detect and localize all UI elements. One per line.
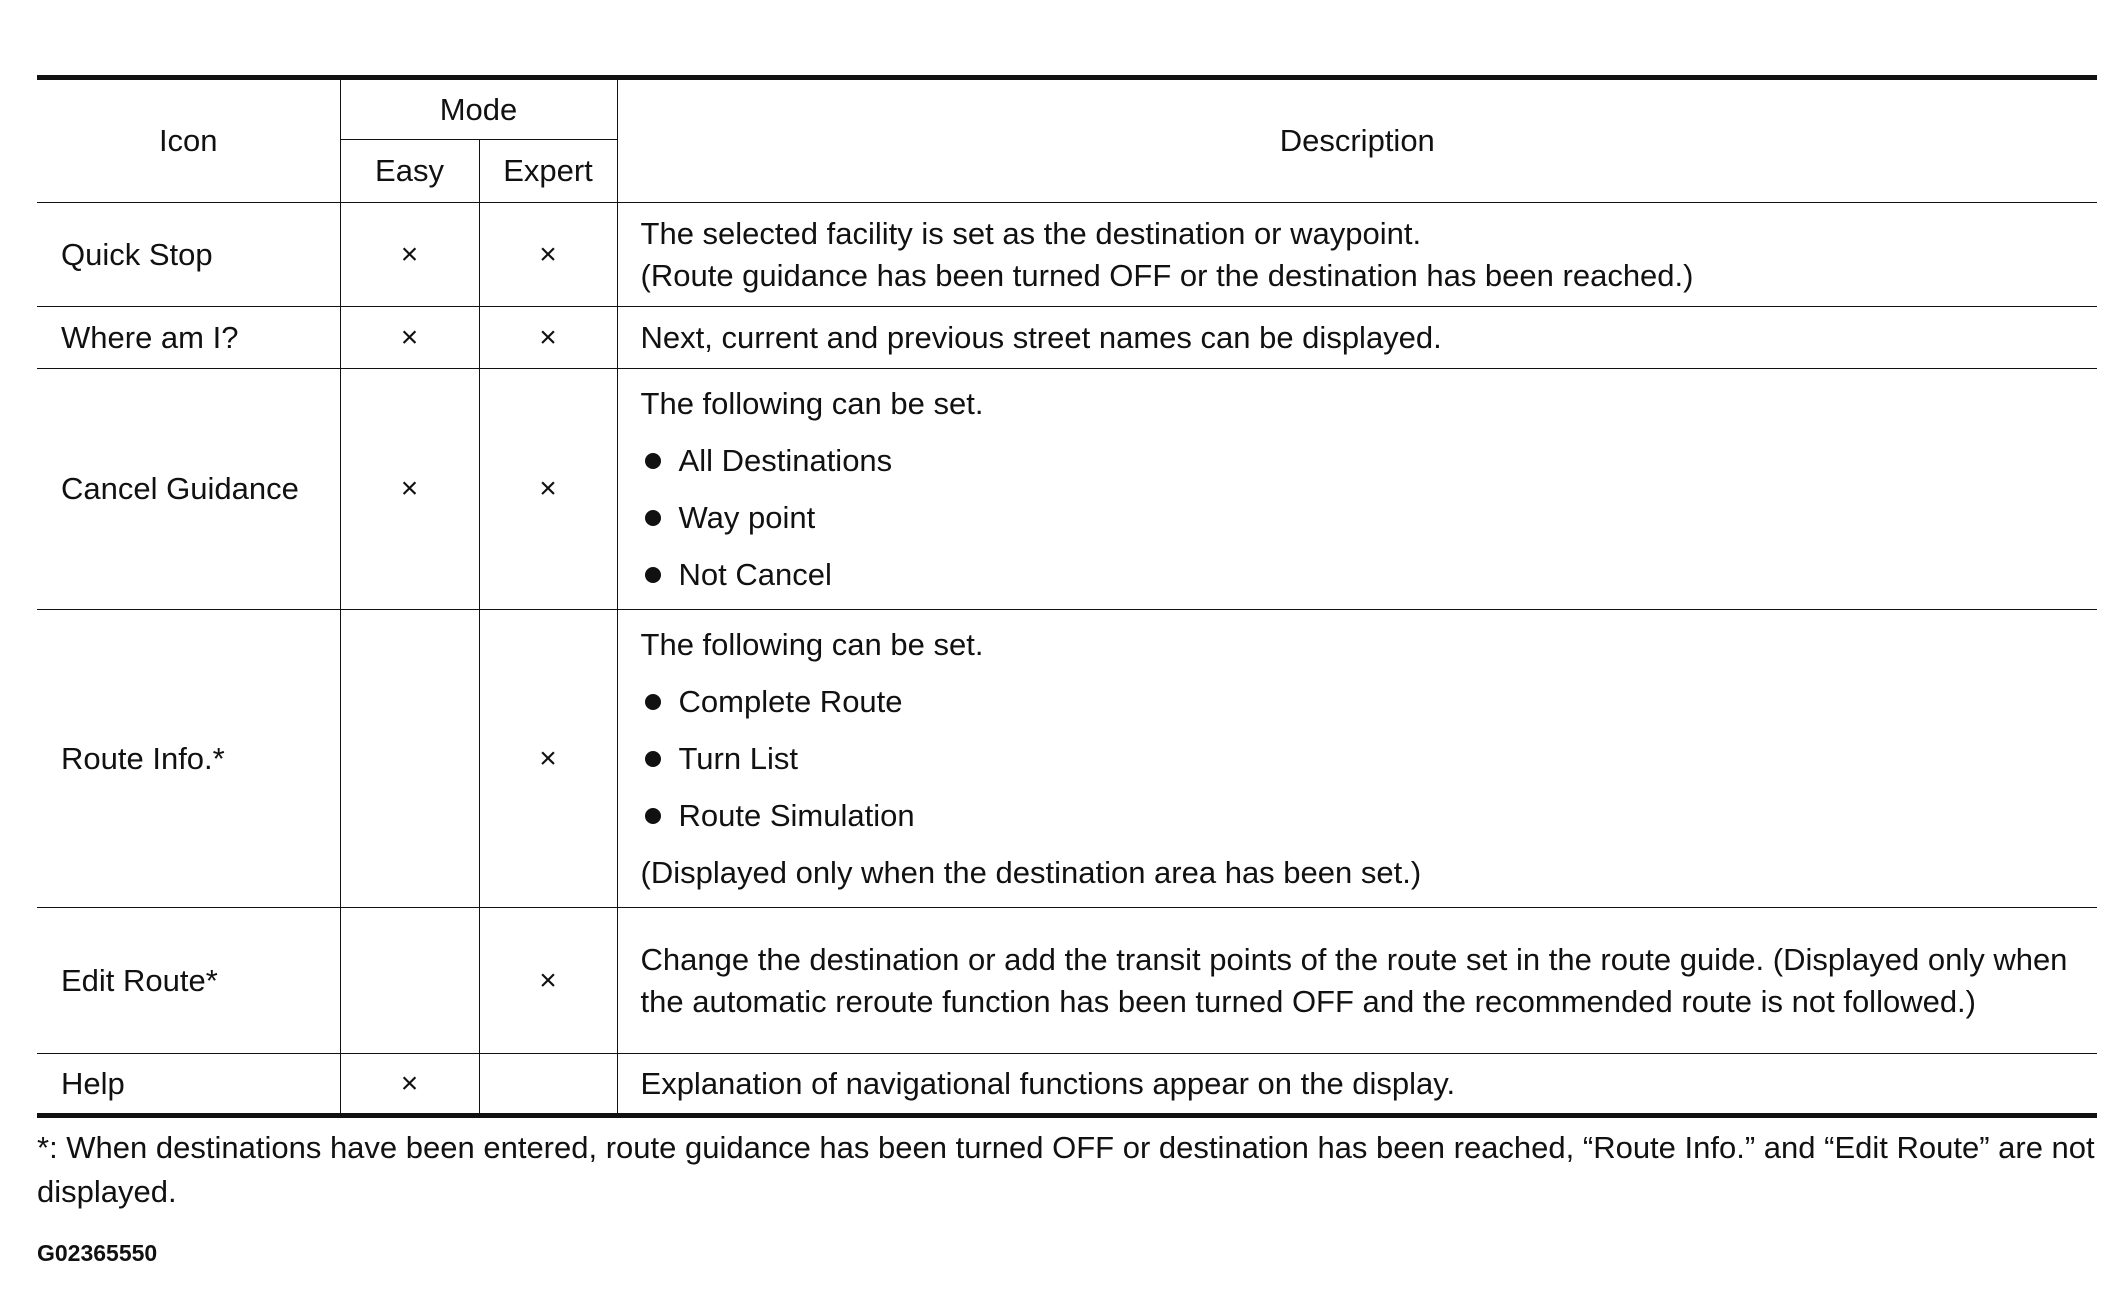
footnote: *: When destinations have been entered, route guidance has been turned OFF or destination has been reached, “Route Info.” and “Edit Route” are not displayed. — [37, 1130, 2095, 1209]
easy-mode-mark: × — [340, 203, 479, 307]
expert-mode-mark: × — [479, 307, 617, 369]
description-intro: The following can be set. — [640, 627, 984, 662]
icon-label: Help — [37, 1054, 340, 1116]
description-cell — [617, 1054, 2097, 1116]
bullet-icon — [645, 453, 661, 469]
bullet-text: Route Simulation — [678, 798, 915, 833]
bullet-item — [641, 673, 2074, 730]
table-row — [37, 610, 2097, 908]
document — [37, 75, 2097, 1267]
bullet-icon — [645, 808, 661, 824]
bullet-item — [641, 546, 2074, 603]
expert-mode-mark — [479, 1054, 617, 1116]
description-cell — [617, 369, 2097, 610]
bullet-text: All Destinations — [678, 443, 893, 478]
icon-label: Cancel Guidance — [37, 369, 340, 610]
bullet-text: Way point — [678, 500, 816, 535]
description-cell — [617, 307, 2097, 369]
expert-mode-mark: × — [479, 610, 617, 908]
table-row — [37, 908, 2097, 1054]
bullet-icon — [645, 694, 661, 710]
header-easy: Easy — [340, 140, 479, 203]
expert-mode-mark: × — [479, 203, 617, 307]
header-mode: Mode — [340, 78, 617, 140]
bullet-text: Turn List — [678, 741, 798, 776]
easy-mode-mark: × — [340, 369, 479, 610]
expert-mode-mark: × — [479, 908, 617, 1054]
description-text: (Route guidance has been turned OFF or the destination has been reached.) — [640, 257, 1694, 293]
description-text: Explanation of navigational functions appear on the display. — [640, 1065, 1456, 1101]
easy-mode-mark — [340, 908, 479, 1054]
expert-mode-mark: × — [479, 369, 617, 610]
header-description: Description — [617, 78, 2097, 203]
table-row — [37, 203, 2097, 307]
icon-label: Edit Route* — [37, 908, 340, 1054]
table-row — [37, 1054, 2097, 1116]
easy-mode-mark: × — [340, 1054, 479, 1116]
figure-code: G02365550 — [37, 1240, 158, 1266]
icon-label: Where am I? — [37, 307, 340, 369]
easy-mode-mark: × — [340, 307, 479, 369]
easy-mode-mark — [340, 610, 479, 908]
bullet-icon — [645, 567, 661, 583]
icon-label: Quick Stop — [37, 203, 340, 307]
table-row — [37, 307, 2097, 369]
header-icon: Icon — [37, 78, 340, 203]
bullet-item — [641, 489, 2074, 546]
bullet-text: Not Cancel — [678, 557, 832, 592]
bullet-item — [641, 730, 2074, 787]
navigation-icons-table — [37, 75, 2097, 1118]
description-note: (Displayed only when the destination area has been set.) — [640, 855, 1422, 890]
header-expert: Expert — [479, 140, 617, 203]
bullet-text: Complete Route — [678, 684, 903, 719]
description-text: Change the destination or add the transit points of the route set in the route guide. (Displayed only when the automatic reroute function has been turned OFF and the recommended route is not followed.) — [640, 941, 2068, 1019]
icon-label: Route Info.* — [37, 610, 340, 908]
description-cell — [617, 610, 2097, 908]
description-cell — [617, 203, 2097, 307]
bullet-icon — [645, 751, 661, 767]
table-row — [37, 369, 2097, 610]
bullet-item — [641, 787, 2074, 844]
description-intro: The following can be set. — [640, 386, 984, 421]
bullet-item — [641, 432, 2074, 489]
description-text: Next, current and previous street names can be displayed. — [640, 319, 1442, 355]
bullet-icon — [645, 510, 661, 526]
description-text: The selected facility is set as the destination or waypoint. — [640, 215, 1422, 251]
table-body — [37, 203, 2097, 1116]
description-cell — [617, 908, 2097, 1054]
